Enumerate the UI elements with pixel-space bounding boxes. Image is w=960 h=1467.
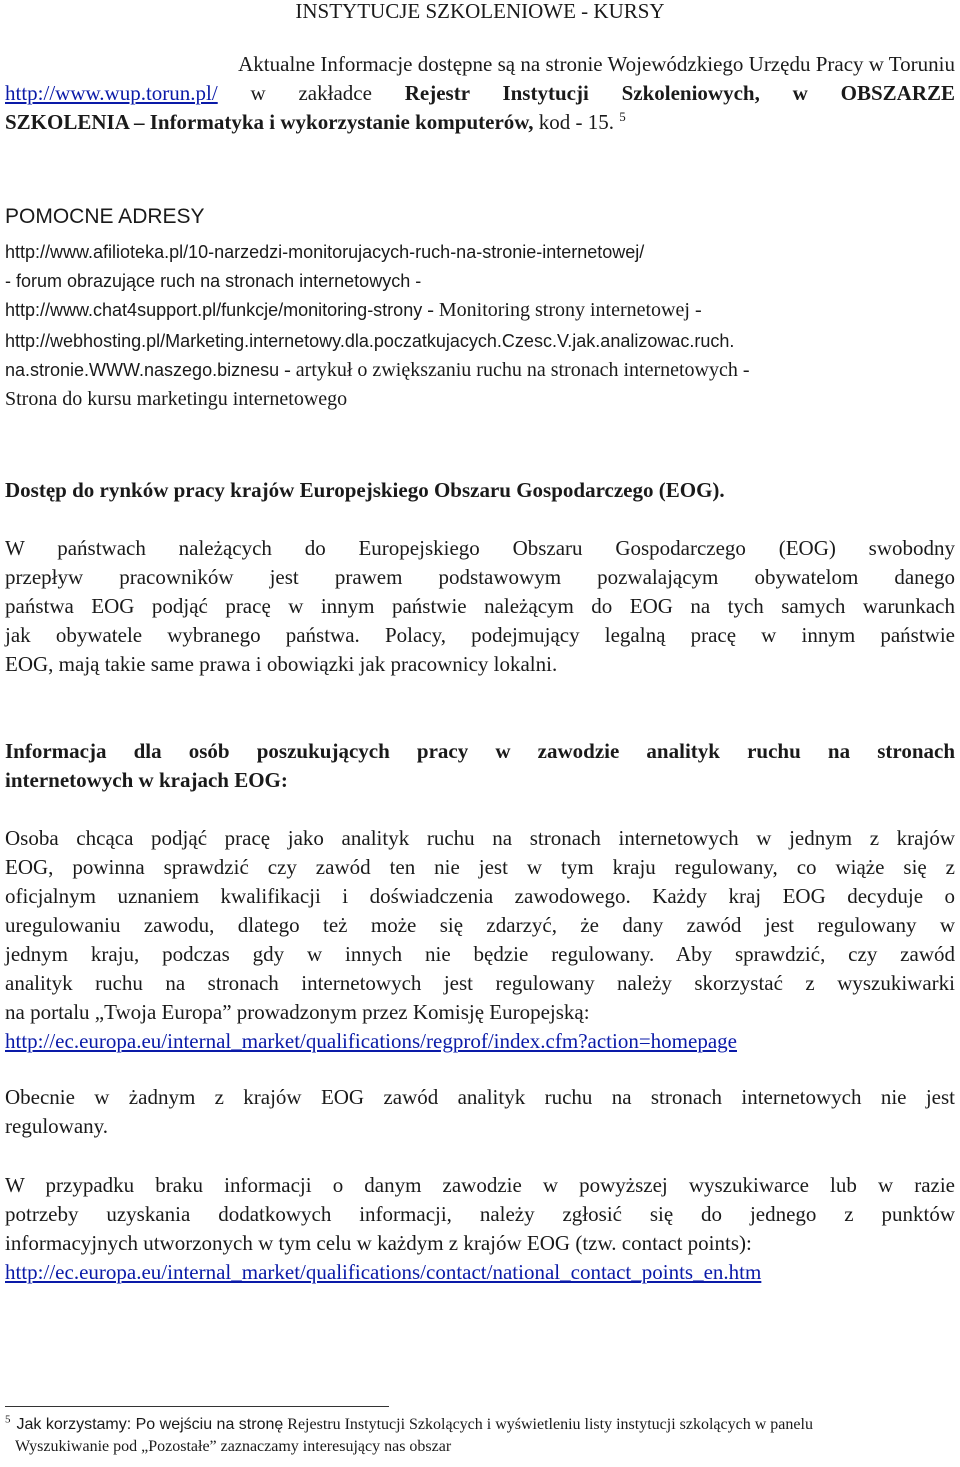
addresses-heading: POMOCNE ADRESY: [5, 205, 205, 228]
eog-heading: Dostęp do rynków pracy krajów Europejskiego Obszaru Gospodarczego (EOG).: [5, 478, 725, 502]
address-webhosting[interactable]: http://webhosting.pl/Marketing.internetowy.dla.poczatkujacych.Czesc.V.jak.analizowac.ruch.: [5, 331, 735, 351]
info-heading: Informacja dla osób poszukujących pracy w zawodzie analityk ruchu na stronach internetowych w krajach EOG:: [5, 739, 955, 792]
footnote-number: 5: [5, 1413, 11, 1426]
regprof-link[interactable]: http://ec.europa.eu/internal_market/qualifications/regprof/index.cfm?action=homepage: [5, 1029, 737, 1053]
intro-line-2: http://www.wup.torun.pl/ w zakładce Rejestr Instytucji Szkoleniowych, w OBSZARZE: [5, 81, 955, 105]
address-afilioteka[interactable]: http://www.afilioteka.pl/10-narzedzi-monitorujacych-ruch-na-stronie-internetowej/: [5, 242, 645, 262]
footnote-divider: [5, 1406, 389, 1407]
addresses-list: [5, 238, 955, 414]
contact-points-link[interactable]: http://ec.europa.eu/internal_market/qualifications/contact/national_contact_points_en.htm: [5, 1260, 762, 1284]
address-course-desc: Strona do kursu marketingu internetowego: [5, 388, 348, 410]
address-chat4support: http://www.chat4support.pl/funkcje/monitoring-strony - Monitoring strony internetowej -: [5, 299, 702, 321]
eog-paragraph: W państwach należących do Europejskiego Obszaru Gospodarczego (EOG) swobodny przepływ pracowników jest prawem podstawowym pozwalającym obywatelom danego państwa EOG podjąć pracę w innym państwie należącym do EOG na tych samych warunkach jak obywatele wybranego państwa. Polacy, podejmujący legalną pracę w innym państwie EOG, mają takie same prawa i obowiązki jak pracownicy lokalni.: [5, 536, 955, 676]
info-paragraph-3: W przypadku braku informacji o danym zawodzie w powyższej wyszukiwarce lub w razie potrzeby uzyskania dodatkowych informacji, należy zgłosić się do jednego z punktów informacyjnych utworzonych w tym celu w każdym z krajów EOG (tzw. contact points): http://ec.europa.eu/internal_market/qualifications/contact/national_contact_points_en.htm: [5, 1171, 955, 1287]
address-webhosting-2: na.stronie.WWW.naszego.biznesu - artykuł o zwiększaniu ruchu na stronach internetowych -: [5, 359, 750, 381]
info-paragraph-2: Obecnie w żadnym z krajów EOG zawód analityk ruchu na stronach internetowych nie jest regulowany.: [5, 1085, 955, 1138]
intro-line-1: Aktualne Informacje dostępne są na stronie Wojewódzkiego Urzędu Pracy w Toruniu: [238, 52, 955, 76]
footnote-ref[interactable]: 5: [619, 109, 626, 124]
wup-link[interactable]: http://www.wup.torun.pl/: [5, 81, 218, 105]
page-title: INSTYTUCJE SZKOLENIOWE - KURSY: [295, 0, 665, 23]
intro-paragraph: [5, 50, 955, 137]
footnote: $^5$ Jak korzystamy: Po wejściu na stronę Rejestru Instytucji Szkolących i wyświetleniu listy instytucji szkolących w panelu Wyszukiwanie pod „Pozostałe” zaznaczamy interesujący nas obszar: [5, 1413, 813, 1455]
address-afilioteka-desc: - forum obrazujące ruch na stronach internetowych -: [5, 271, 422, 291]
intro-line-3: SZKOLENIA – Informatyka i wykorzystanie komputerów, kod - 15. $^5$: [5, 109, 626, 134]
info-paragraph-1: Osoba chcąca podjąć pracę jako analityk ruchu na stronach internetowych w jednym z krajów EOG, powinna sprawdzić czy zawód ten nie jest w tym kraju regulowany, co wiąże się z oficjalnym uznaniem kwalifikacji i doświadczenia zawodowego. Każdy kraj EOG decyduje o uregulowaniu zawodu, dlatego też może się zdarzyć, że dany zawód jest regulowany w jednym kraju, podczas gdy w innych nie będzie regulowany. Aby sprawdzić, czy zawód analityk ruchu na stronach internetowych jest regulowany należy skorzystać z wyszukiwarki na portalu „Twoja Europa” prowadzonym przez Komisję Europejską: http://ec.europa.eu/internal_market/qualifications/regprof/index.cfm?action=homepage: [5, 824, 955, 1056]
